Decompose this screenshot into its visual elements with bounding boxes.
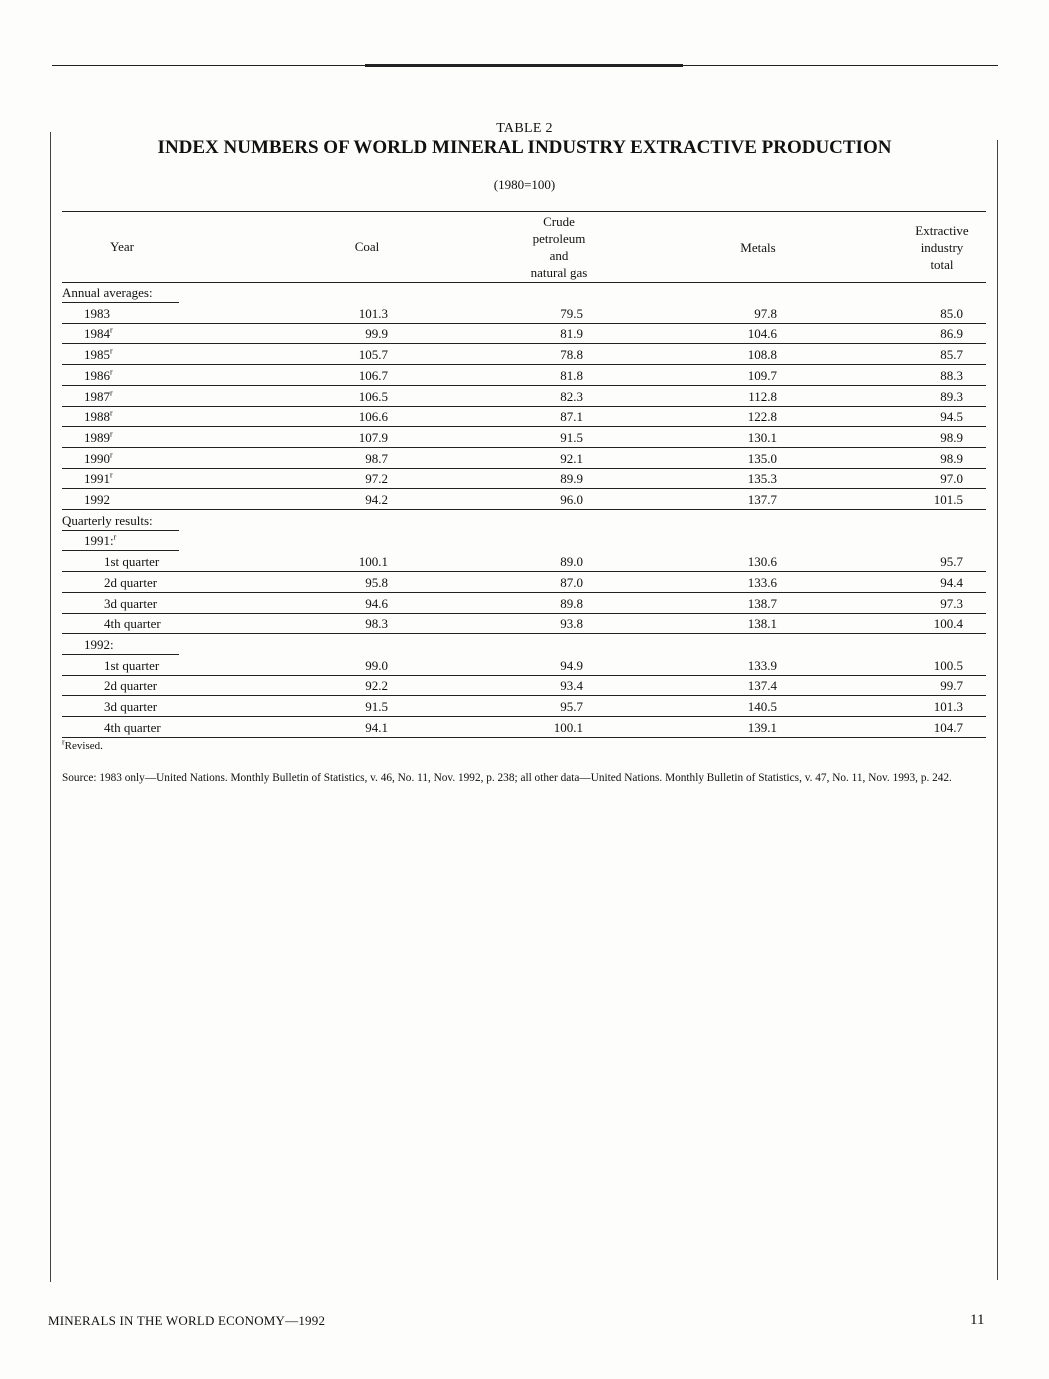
cell-metals: 130.6 [747,554,777,570]
footnote [62,737,103,752]
cell-coal: 94.6 [365,595,388,611]
cell-crude: 93.8 [560,616,583,632]
table-row [62,573,986,593]
cell-total: 89.3 [940,388,963,404]
cell-total: 88.3 [940,367,963,383]
cell-coal: 98.3 [365,616,388,632]
row-label-text: 1988 [84,409,110,425]
row-label-text: 1991 [84,471,110,487]
col-header-crude [499,213,619,281]
row-label-text: 1984 [84,326,110,342]
cell-metals: 109.7 [747,367,777,383]
cell-metals: 138.1 [747,616,777,632]
section-heading: Quarterly results: [62,512,153,528]
table-row [62,407,986,427]
row-label [104,720,161,736]
cell-crude: 92.1 [560,450,583,466]
section-heading: Annual averages: [62,285,153,300]
cell-coal: 105.7 [358,347,388,363]
cell-total: 100.4 [933,616,963,632]
section-heading-row [62,283,986,303]
row-label-text: 1987 [84,388,110,404]
footnote-text: Revised. [64,740,103,752]
cell-crude: 82.3 [560,388,583,404]
row-label-text: 4th quarter [104,719,161,735]
cell-coal: 101.3 [358,305,388,321]
cell-metals: 139.1 [747,719,777,735]
cell-metals: 137.7 [747,492,777,507]
cell-crude: 89.8 [560,595,583,611]
row-label-text: 1st quarter [104,657,160,673]
cell-coal: 98.7 [365,450,388,466]
table-row [62,614,986,634]
cell-coal: 99.0 [365,657,388,673]
cell-total: 98.9 [940,450,963,466]
cell-crude: 87.1 [560,409,583,425]
cell-coal: 106.7 [358,367,388,383]
cell-total: 85.0 [940,305,963,321]
right-margin-line [997,140,998,1280]
row-label-revised-mark: r [110,326,113,336]
cell-coal: 94.1 [365,719,388,735]
cell-crude: 81.9 [560,326,583,342]
cell-total: 101.5 [933,492,963,507]
col-header-crude-line-2: petroleum [532,231,586,246]
row-label [84,389,113,405]
row-label-revised-mark: r [110,408,113,418]
row-label [84,347,113,363]
col-header-metals: Metals [740,240,776,255]
row-label [84,409,113,425]
cell-total: 95.7 [940,554,963,570]
cell-crude: 91.5 [560,429,583,445]
row-label [84,451,113,467]
row-label [84,368,113,384]
cell-total: 97.3 [940,595,963,611]
row-label-text: 1990 [84,450,110,466]
cell-total: 101.3 [933,699,963,714]
cell-crude: 89.9 [560,471,583,487]
row-label [104,678,157,694]
table-row [62,304,986,324]
table-number: TABLE 2 [496,121,553,136]
page-number: 11 [970,1312,985,1328]
row-label-text: 2d quarter [104,574,158,590]
table-row [62,345,986,365]
cell-metals: 130.1 [747,429,777,445]
cell-crude: 96.0 [560,492,583,507]
table-title: INDEX NUMBERS OF WORLD MINERAL INDUSTRY EXTRACTIVE PRODUCTION [157,137,892,158]
cell-total: 100.5 [933,657,963,673]
cell-coal: 94.2 [365,492,388,507]
row-label [84,471,113,487]
publication-title: MINERALS IN THE WORLD ECONOMY—1992 [48,1313,326,1328]
row-label-text: 1983 [84,305,110,321]
cell-coal: 106.5 [358,388,388,404]
row-label-text: 2d quarter [104,678,158,694]
table-subtitle: (1980=100) [493,177,556,192]
group-heading-text: 1991: [84,533,114,549]
cell-metals: 135.0 [747,450,777,466]
cell-crude: 87.0 [560,574,583,590]
row-label-text: 1986 [84,367,110,383]
col-header-crude-line-3: and [549,248,569,263]
cell-metals: 122.8 [747,409,777,425]
row-label [104,596,157,612]
table-row [62,449,986,469]
row-label-revised-mark: r [110,388,113,398]
table-row [62,594,986,614]
table-row [62,676,986,696]
row-label-text: 1989 [84,429,110,445]
cell-coal: 95.8 [365,574,388,590]
table-row [62,428,986,448]
left-margin-line [50,132,51,1282]
cell-coal: 100.1 [358,554,388,570]
cell-crude: 93.4 [560,678,583,694]
cell-total: 99.7 [940,678,963,694]
group-heading [84,533,116,549]
footnote-mark: r [62,737,65,747]
cell-metals: 133.6 [747,574,777,590]
cell-metals: 137.4 [747,678,777,694]
row-label-revised-mark: r [110,367,113,377]
cell-crude: 89.0 [560,554,583,570]
cell-metals: 135.3 [747,471,777,487]
row-label [84,430,113,446]
row-label [104,575,157,591]
row-label-text: 4th quarter [104,616,161,632]
cell-total: 98.9 [940,429,963,445]
cell-crude: 81.8 [560,367,583,383]
cell-crude: 100.1 [553,719,583,735]
cell-total: 85.7 [940,347,963,363]
cell-total: 94.4 [940,574,963,590]
row-label-revised-mark: r [110,470,113,480]
row-label [104,699,157,715]
group-heading-row [62,635,986,655]
col-header-crude-line-4: natural gas [530,265,588,280]
row-label [84,492,110,508]
row-label [84,326,113,342]
row-label-text: 1992 [84,492,110,507]
cell-coal: 107.9 [358,429,388,445]
top-rule-accent [365,64,683,67]
row-rule [62,737,986,738]
cell-coal: 92.2 [365,678,388,694]
table-row [62,552,986,572]
cell-metals: 108.8 [747,347,777,363]
group-heading-revised-mark: r [113,533,117,543]
cell-coal: 97.2 [365,471,388,487]
col-header-total-line-1: Extractive [915,223,969,238]
col-header-total [892,222,992,273]
cell-crude: 78.8 [560,347,583,363]
table-row [62,697,986,717]
cell-total: 97.0 [940,471,963,487]
table-row [62,366,986,386]
row-label-text: 3d quarter [104,595,158,611]
col-header-total-line-2: industry [920,240,964,255]
row-label-revised-mark: r [110,429,113,439]
row-label [104,554,159,570]
cell-metals: 104.6 [747,326,777,342]
cell-metals: 140.5 [747,699,777,714]
group-heading-text: 1992: [84,636,114,652]
cell-total: 104.7 [933,719,963,735]
cell-coal: 106.6 [358,409,388,425]
section-heading-row [62,511,986,531]
group-heading-row [62,531,986,551]
table-row [62,387,986,407]
row-label [104,616,161,632]
table-row [62,718,986,738]
cell-coal: 99.9 [365,326,388,342]
cell-crude: 79.5 [560,305,583,321]
group-heading [84,637,114,653]
row-label-text: 1985 [84,347,110,363]
table-row [62,469,986,489]
cell-crude: 94.9 [560,657,583,673]
table-row [62,656,986,676]
cell-metals: 112.8 [748,388,777,404]
col-header-year: Year [110,239,134,254]
row-label-revised-mark: r [110,346,113,356]
cell-total: 86.9 [940,326,963,342]
cell-metals: 133.9 [747,657,777,673]
row-label-text: 1st quarter [104,554,160,570]
col-header-coal: Coal [354,239,380,254]
row-label [84,306,110,322]
row-label-text: 3d quarter [104,699,158,714]
cell-coal: 91.5 [365,699,388,714]
cell-metals: 97.8 [754,305,777,321]
header-top-rule [62,211,986,212]
table-row [62,490,986,510]
cell-metals: 138.7 [747,595,777,611]
cell-crude: 95.7 [560,699,583,714]
row-label-revised-mark: r [110,450,113,460]
cell-total: 94.5 [940,409,963,425]
col-header-total-line-3: total [930,257,954,272]
row-label [104,658,159,674]
source-note: Source: 1983 only—United Nations. Monthly Bulletin of Statistics, v. 46, No. 11, Nov. 1992, p. 238; all other data—United Nations. Monthly Bulletin of Statistics, v. 47, No. 11, Nov. 1993, p. 242. [62,772,952,784]
col-header-crude-line-1: Crude [543,214,575,229]
table-row [62,324,986,344]
